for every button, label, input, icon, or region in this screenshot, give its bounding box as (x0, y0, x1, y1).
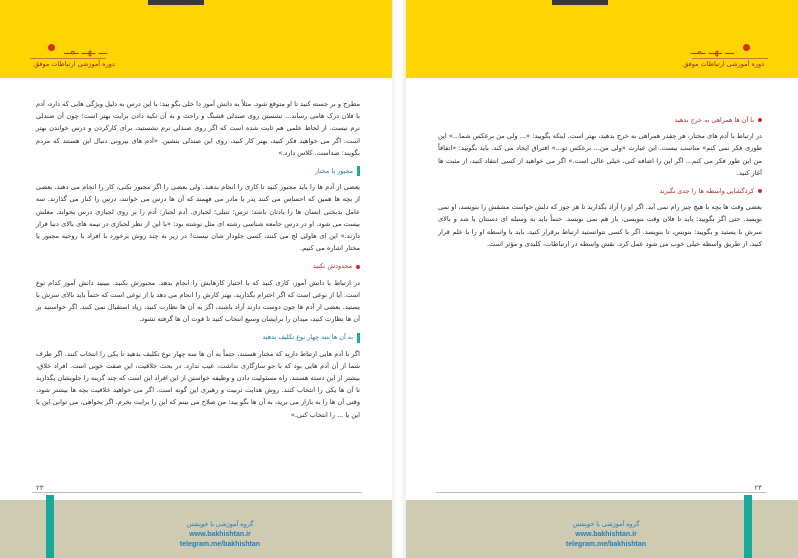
header-dot-icon (743, 44, 750, 51)
footer-credits (120, 520, 320, 550)
section-heading (438, 185, 762, 197)
book-gutter (392, 0, 406, 558)
footer-credits (506, 520, 706, 550)
intro-paragraph: مطرح و بر جسته کنید تا او متوقع شود. مثلاً به دانش آموز دا خلی بگو یید: با این درس به دلیل ویژگی هایی که دارد، آدم با فلان درک هامی رساند... نشستن روی صندلی قشنگ و راحت و به آن تکیه دادن برایت بهتر است؛ چون آن صندلی نرم نیست. از لحاظ علمی هم ثابت شده است که اگر روی صندلی نرم نشستید، برای کارکردن و درس خواندن بهتر است. اگر می خواهید فکر کنید، بهتر کار کنید، روی این صندلی بنشین. «آدم های بیرونی دنبال این هستند که مردم بگویند: صداست. کلاس دارد.» (36, 100, 360, 157)
section-title: با آن ها همراهی به خرج بدهید (674, 116, 754, 124)
footer-group: گروه آموزشی با خویشتن (186, 521, 254, 528)
header-rule (692, 58, 768, 59)
series-title: دوره آموزشی ارتباطات موفق (683, 60, 764, 68)
page-number: ۲۴ (754, 484, 762, 492)
header-mark (148, 0, 204, 5)
footer-telegram-link[interactable]: telegram.me/bakhishtan (565, 541, 647, 548)
section-title: محدودش نکنید (312, 262, 352, 271)
red-bullet-icon (356, 265, 360, 269)
footer-site-link[interactable]: www.bakhishtan.ir (575, 531, 637, 538)
series-title: دوره آموزشی ارتباطات موفق (34, 60, 115, 68)
section-heading (438, 114, 762, 126)
header-band (406, 0, 798, 78)
header-dot-icon (48, 44, 55, 51)
section-title: به آن ها سه چهار نوع تکلیف بدهید (262, 333, 353, 342)
header-rule (30, 58, 106, 59)
section-paragraph: بعضی وقت ها بچه با هیچ چیز رام نمی آید. اگر او را آزاد بگذارید تا هر جور که دلش خواست مشقش را بنویسد، او نمی نویسد. حتی اگر بگویید: باید تا فلان وقت بنویسی، باز هم نمی نویسد. حتماً باید به وسیله ای دستتان با شد و بالای سرش با یستید و بگویید: بنویس، تا بنویسد. اگر با کسی نتوانستید ارتباط برقرار کنید، باید با واسطه او را با علم قرار کنید. از طریق واسطه خیلی خوب می شود عمل کرد. نقش واسطه در ارتباطات، کلیدی و مؤثر است. (438, 203, 762, 248)
footer-rule (32, 492, 362, 493)
section-paragraph: در ارتباط با دانش آموز، کاری کنید که با اختیار کارهایش را انجام بدهد. مجبورش نکنید. ببینید دانش آموز کدام نوع است. آیا از نوعی است که اگر احترام بگذارید، بهتر کارش را انجام می دهد یا از نوعی است که حتماً باید بالای سرش با یستید. بعضی از آدم ها چون دوست دارند آزاد باشند، اگر به آن ها نظارت کنید، زیاد استقبال نمی کنند. اگر خواستید بر آن ها نظارت کنید، میدان را برایشان وسیع انتخاب کنید تا قوت آن ها گرفته نشود. (36, 278, 360, 324)
section-heading (36, 260, 360, 272)
section-paragraph: اگر با آدم هایی ارتباط دارید که مختار هستند، حتماً به آن ها سه چهار نوع تکلیف بدهید تا یکی را انتخاب کنند. اگر طرف شما از آن آدم هایی بود که با جو سازگاری نداشت، عیب ندارد. در بحث خلاقیت، این صفت خوبی است. افراد خلاق، بیشتر از این دسته هستند. راه مسئولیت دادن و وظیفه خواستن از این افراد این است که چند گزینه را جلویشان بگذارید تا آن ها یکی را انتخاب کنند. روش هدایت تربیت و رهبری این گونه است. اگر می خواهید خلاقیت بچه ها بیشتر شود، وقتی آن ها را به بازار می برید، به آن ها بگو یید: من صلاح می بینم که این را برایت بخرم. اگر بخواهی، می توانی این یا این یا ... را انتخاب کنی.» (36, 349, 360, 419)
footer-teal-bar (46, 495, 54, 558)
section-paragraph: در ارتباط با آدم های مختار، هر چقدر همراهی به خرج بدهید، بهتر است. اینکه بگویید: «... ولی من برعکس شما...» این طوری فکر نمی کنم» مناسب نیست. این عبارت «ولی من... برعکس تو...» افتراق ایجاد می کند. باید بگویید: «اتفاقاً من این طور فکر می کنم... اگر این را اضافه کنی، خیلی عالی است.» اگر می خواهید از کسی انتقاد کنید، از مثبت ها آغاز کنید. (438, 132, 762, 177)
section-paragraph: بعضی از آدم ها را باید مجبور کنید تا کاری را انجام بدهند. ولی بعضی را اگر مجبور نکنی، کار را انجام می دهند. بعضی از بچه ها همین که احساس می کنند پدر یا مادر می فهمند که آن ها درس می خوانند، درس را کنار می گذارند. سه عامل بدبختی انسان ها را یادتان باشد: ترس؛ تنبلی؛ لجبازی. آدم لجباز: آدم را بر روی لجبازی درس بخواند. معلش بیست می شود. او در درس جامعه شناسی رشته ای مثل نوشته بود: «با این از نظر لجبازی در نیمه های بالای دنیا قرار دارند.» این ای هاولی لج می کنند، کسی جلودار شان نیست! در زیر به چند روش برخورد با افراد با روحیه مجبور یا مختار اشاره می کنیم. (36, 183, 360, 253)
red-bullet-icon (758, 189, 762, 193)
right-page (406, 0, 798, 558)
header-band (0, 0, 392, 78)
header-mark (552, 0, 608, 5)
right-body (438, 108, 762, 254)
section-title: کردگشایی واسطه ها را جدی بگیرید (659, 187, 754, 196)
header-logo: ـــ ـهــ ـمــ (690, 46, 734, 57)
red-bullet-icon (758, 118, 762, 122)
left-page (0, 0, 392, 558)
page-number: ۲۳ (36, 484, 44, 492)
footer-site-link[interactable]: www.bakhishtan.ir (189, 531, 251, 538)
footer-teal-bar (744, 495, 752, 558)
section-heading (36, 331, 360, 343)
header-logo: ـــ ـهــ ـمــ (64, 46, 108, 57)
teal-bar-icon (357, 166, 360, 176)
footer-rule (436, 492, 766, 493)
footer-group: گروه آموزشی با خویشتن (572, 521, 640, 528)
section-heading (36, 165, 360, 177)
teal-bar-icon (357, 333, 360, 343)
left-body (36, 98, 360, 425)
section-title: مجبور یا مختار (314, 167, 353, 176)
footer-telegram-link[interactable]: telegram.me/bakhishtan (179, 541, 261, 548)
